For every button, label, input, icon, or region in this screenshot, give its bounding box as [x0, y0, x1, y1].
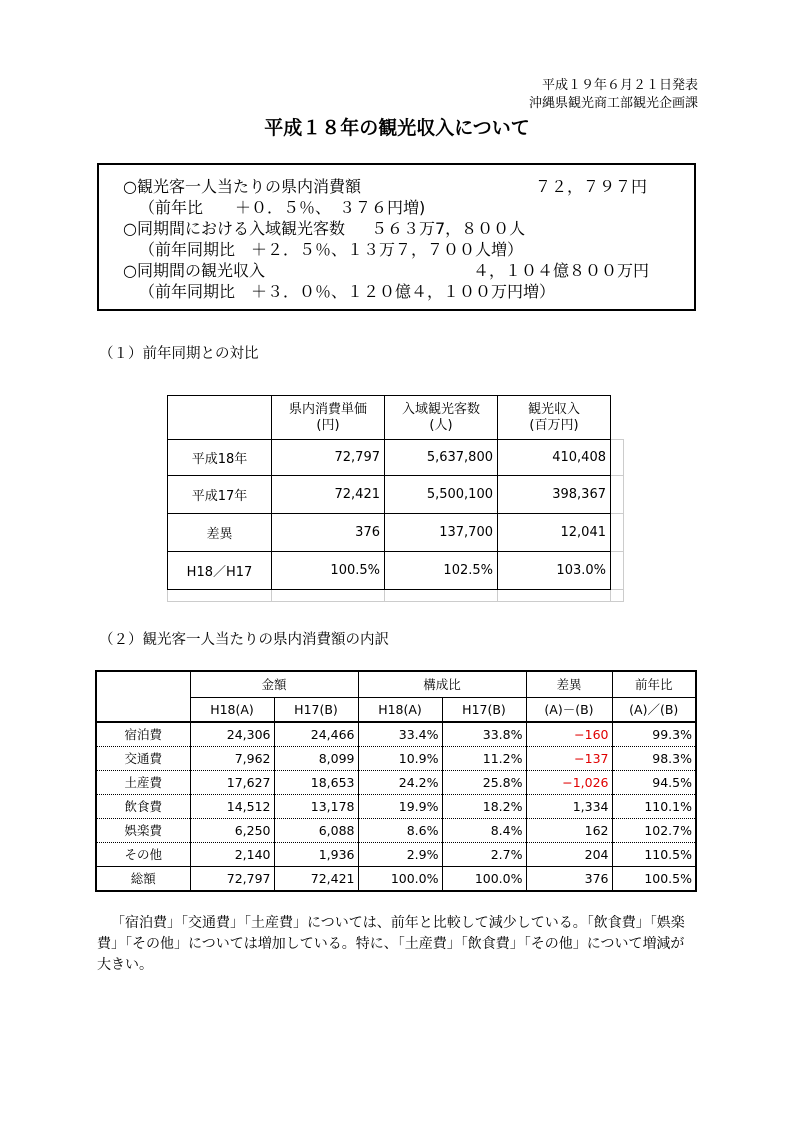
sub-header: H18(A) [358, 697, 442, 722]
summary-consumption-label: ○観光客一人当たりの県内消費額 [123, 177, 361, 196]
table-row [96, 842, 696, 866]
row-label: 平成17年 [168, 476, 272, 514]
table-row [96, 770, 696, 794]
cell-value: 14,512 [190, 794, 274, 818]
cell-value: 72,421 [272, 476, 385, 514]
table-row [168, 476, 624, 514]
spare-cell [385, 590, 498, 602]
summary-paragraph: 「宿泊費」「交通費」「土産費」については、前年と比較して減少している。「飲食費」「娯楽費」「その他」については増加している。特に、「土産費」「飲食費」「その他」について増減が大きい。 [97, 915, 685, 973]
cell-value: 103.0% [498, 552, 611, 590]
col-unit-price-label: 県内消費単価 [288, 401, 367, 417]
cell-value: 100.5% [612, 866, 696, 891]
summary-revenue-change: （前年同期比 ＋３．０％、１２０億４，１００万円増） [139, 282, 556, 301]
group-yoy-header: 前年比 [612, 671, 696, 697]
cell-value: 137,700 [385, 514, 498, 552]
cell-value: 5,637,800 [385, 440, 498, 476]
cell-value: 17,627 [190, 770, 274, 794]
summary-visitors-label: ○同期間における入域観光客数 [123, 219, 345, 238]
table-header-row [168, 396, 624, 440]
table-row [96, 722, 696, 747]
sub-header: H17(B) [442, 697, 526, 722]
cell-value: 19.9% [358, 794, 442, 818]
cell-value: 99.3% [612, 722, 696, 747]
cell-value: 72,797 [190, 866, 274, 891]
row-label: その他 [96, 842, 190, 866]
sub-header: (A)／(B) [612, 697, 696, 722]
cell-value: 18.2% [442, 794, 526, 818]
col-revenue-label: 観光収入 [527, 401, 580, 417]
table-row [96, 794, 696, 818]
spare-cell [611, 552, 624, 590]
row-label: 交通費 [96, 746, 190, 770]
table-row [168, 440, 624, 476]
table-row [168, 552, 624, 590]
row-label: 宿泊費 [96, 722, 190, 747]
col-visitors-label: 入域観光客数 [401, 401, 480, 417]
cell-value: 8.6% [358, 818, 442, 842]
cell-value: 94.5% [612, 770, 696, 794]
col-revenue-unit: (百万円) [529, 417, 579, 433]
cell-value: 25.8% [442, 770, 526, 794]
col-header [498, 396, 611, 440]
cell-value: 5,500,100 [385, 476, 498, 514]
row-label: 飲食費 [96, 794, 190, 818]
spare-cell [498, 590, 611, 602]
cell-value: 24.2% [358, 770, 442, 794]
sub-header: (A)－(B) [526, 697, 612, 722]
summary-consumption-value: ７２，７９７円 [535, 177, 648, 196]
row-label: 娯楽費 [96, 818, 190, 842]
spare-cell [611, 440, 624, 476]
breakdown-table [95, 670, 697, 892]
row-label: 土産費 [96, 770, 190, 794]
cell-value: 2.7% [442, 842, 526, 866]
spare-cell [611, 590, 624, 602]
col-unit-price-unit: (円) [316, 417, 340, 433]
section2-heading: （２）観光客一人当たりの県内消費額の内訳 [99, 632, 389, 648]
cell-value: 98.3% [612, 746, 696, 770]
summary-revenue-value: ４，１０４億８００万円 [473, 261, 650, 280]
group-diff-header: 差異 [526, 671, 612, 697]
col-visitors-unit: (人) [429, 417, 453, 433]
cell-value: 376 [526, 866, 612, 891]
cell-value: 24,306 [190, 722, 274, 747]
spare-cell [611, 476, 624, 514]
spare-cell [168, 590, 272, 602]
summary-box [97, 163, 696, 311]
cell-value: 11.2% [442, 746, 526, 770]
cell-value: 24,466 [274, 722, 358, 747]
cell-value: 376 [272, 514, 385, 552]
cell-value: 2,140 [190, 842, 274, 866]
sub-header: H18(A) [190, 697, 274, 722]
cell-value: 410,408 [498, 440, 611, 476]
cell-value: 398,367 [498, 476, 611, 514]
summary-visitors-change: （前年同期比 ＋２．５％、１３万７，７００人増） [139, 240, 524, 259]
cell-value: 33.4% [358, 722, 442, 747]
row-label: 平成18年 [168, 440, 272, 476]
spare-row [168, 590, 624, 602]
cell-value: 100.5% [272, 552, 385, 590]
cell-value: 18,653 [274, 770, 358, 794]
summary-consumption-change: （前年比 ＋０．５％、 ３７６円増) [139, 198, 426, 217]
cell-value: 102.5% [385, 552, 498, 590]
cell-value: 102.7% [612, 818, 696, 842]
cell-value: 13,178 [274, 794, 358, 818]
cell-value-negative: −137 [526, 746, 612, 770]
comparison-table [167, 395, 624, 602]
corner-cell [168, 396, 272, 440]
cell-value-negative: −160 [526, 722, 612, 747]
spare-cell [611, 514, 624, 552]
release-date: 平成１９年６月２１日発表 [541, 78, 698, 93]
row-label: 差異 [168, 514, 272, 552]
cell-value: 6,088 [274, 818, 358, 842]
cell-value: 100.0% [442, 866, 526, 891]
table-row [168, 514, 624, 552]
summary-visitors-value: ５６３万7，８００人 [371, 219, 526, 238]
spare-cell [611, 396, 624, 440]
cell-value: 33.8% [442, 722, 526, 747]
cell-value: 1,936 [274, 842, 358, 866]
cell-value: 110.1% [612, 794, 696, 818]
page-title: 平成１８年の観光収入について [264, 117, 530, 139]
col-header [385, 396, 498, 440]
cell-value: 72,797 [272, 440, 385, 476]
row-label: 総額 [96, 866, 190, 891]
col-header [272, 396, 385, 440]
cell-value: 12,041 [498, 514, 611, 552]
total-row [96, 866, 696, 891]
cell-value: 10.9% [358, 746, 442, 770]
group-amount-header: 金額 [190, 671, 358, 697]
summary-revenue-label: ○同期間の観光収入 [123, 261, 265, 280]
cell-value: 162 [526, 818, 612, 842]
corner-cell [96, 671, 190, 722]
cell-value-negative: −1,026 [526, 770, 612, 794]
cell-value: 7,962 [190, 746, 274, 770]
cell-value: 8.4% [442, 818, 526, 842]
row-label: H18／H17 [168, 552, 272, 590]
cell-value: 8,099 [274, 746, 358, 770]
cell-value: 204 [526, 842, 612, 866]
group-ratio-header: 構成比 [358, 671, 526, 697]
cell-value: 2.9% [358, 842, 442, 866]
cell-value: 100.0% [358, 866, 442, 891]
sub-header: H17(B) [274, 697, 358, 722]
cell-value: 6,250 [190, 818, 274, 842]
department-name: 沖縄県観光商工部観光企画課 [528, 96, 698, 111]
table-row [96, 746, 696, 770]
section1-heading: （１）前年同期との対比 [99, 346, 259, 362]
cell-value: 110.5% [612, 842, 696, 866]
table-row [96, 818, 696, 842]
cell-value: 72,421 [274, 866, 358, 891]
cell-value: 1,334 [526, 794, 612, 818]
group-header-row [96, 671, 696, 697]
spare-cell [272, 590, 385, 602]
